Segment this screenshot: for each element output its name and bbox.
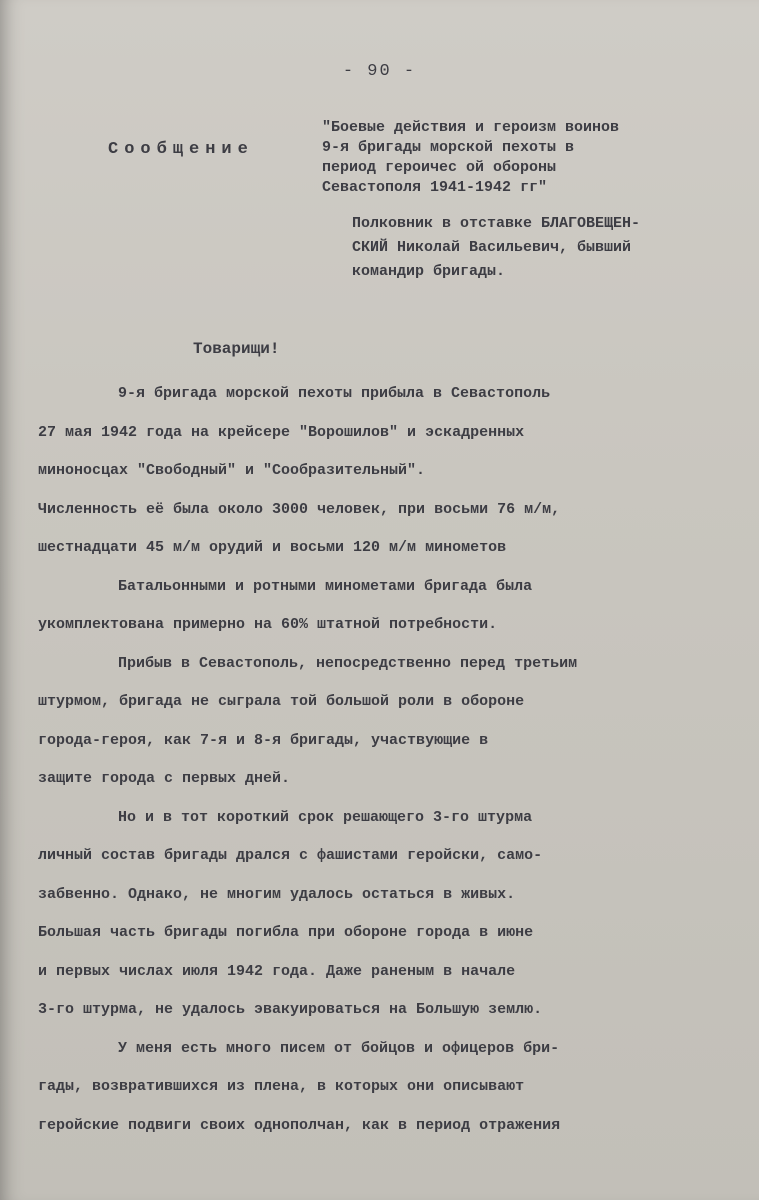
body-line: 9-я бригада морской пехоты прибыла в Севастополь (118, 385, 551, 402)
document-heading-word: Сообщение (108, 140, 254, 159)
body-line: У меня есть много писем от бойцов и офицеров бри- (118, 1039, 560, 1057)
body-line: 27 мая 1942 года на крейсере "Ворошилов" и эскадренных (38, 423, 525, 441)
body-line: 3-го штурма, не удалось эвакуироваться на Большую землю. (38, 1001, 543, 1018)
author-line: Полковник в отставке БЛАГОВЕЩЕН- (352, 215, 641, 232)
body-line: забвенно. Однако, не многим удалось остаться в живых. (38, 885, 516, 903)
body-line: Батальонными и ротными минометами бригада была (118, 577, 533, 595)
body-line: миноносцах "Свободный" и "Сообразительный". (38, 462, 426, 479)
body-line: Но и в тот короткий срок решающего 3-го штурма (118, 808, 533, 826)
body-line: гады, возвратившихся из плена, в которых они описывают (38, 1078, 525, 1095)
body-line: защите города с первых дней. (38, 770, 291, 787)
body-line: города-героя, как 7-я и 8-я бригады, участвующие в (38, 731, 489, 749)
title-line: Севастополя 1941-1942 гг" (322, 179, 548, 196)
report-title (322, 118, 732, 198)
body-line: Прибыв в Севастополь, непосредственно перед третьим (118, 654, 578, 672)
body-line: шестнадцати 45 м/м орудий и восьми 120 м/м минометов (38, 539, 507, 556)
author-info (352, 212, 742, 284)
body-line: геройские подвиги своих однополчан, как в период отражения (38, 1116, 561, 1134)
author-line: командир бригады. (352, 263, 506, 280)
page-number: - 90 - (342, 62, 417, 81)
body-text (38, 383, 728, 1153)
body-line: Большая часть бригады погибла при обороне города в июне (38, 924, 534, 941)
greeting: Товарищи! (193, 340, 280, 358)
author-line: СКИЙ Николай Васильевич, бывший (352, 239, 632, 256)
body-line: Численность её была около 3000 человек, при восьми 76 м/м, (38, 500, 561, 518)
title-line: 9-я бригады морской пехоты в (322, 139, 575, 156)
body-line: укомплектована примерно на 60% штатной потребности. (38, 616, 498, 633)
body-line: штурмом, бригада не сыграла той большой роли в обороне (38, 693, 525, 710)
title-line: "Боевые действия и героизм воинов (322, 119, 620, 136)
body-line: и первых числах июля 1942 года. Даже раненым в начале (38, 962, 516, 980)
title-line: период героичес ой обороны (322, 159, 557, 176)
body-line: личный состав бригады дрался с фашистами геройски, само- (38, 847, 543, 864)
